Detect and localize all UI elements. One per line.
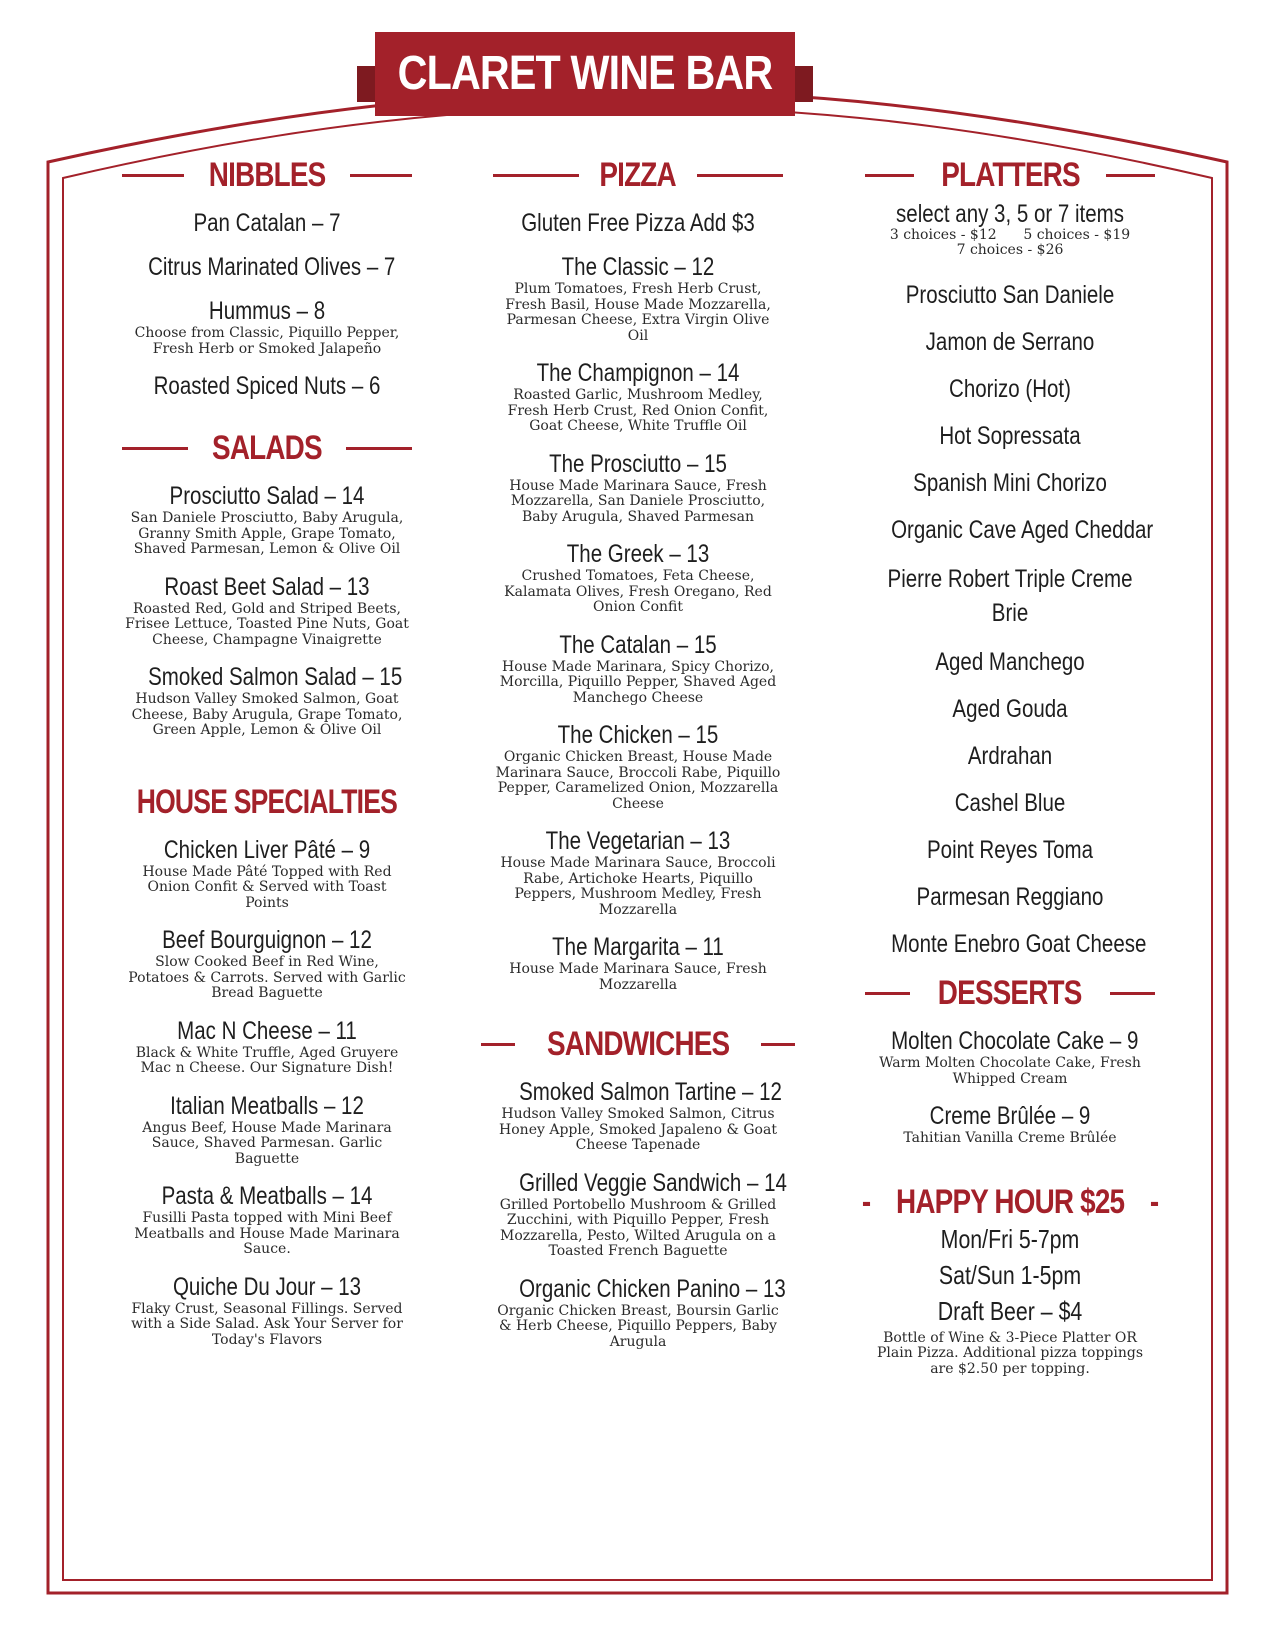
menu-item xyxy=(493,1077,783,1154)
house-specialties-title: HOUSE SPECIALTIES xyxy=(136,782,398,821)
column-right xyxy=(861,148,1159,1377)
nibbles-heading xyxy=(122,154,412,196)
menu-item xyxy=(122,925,412,1002)
item-name: Prosciutto Salad – 14 xyxy=(169,482,365,510)
item-description: Flaky Crust, Seasonal Fillings. Served with a Side Salad. Ask Your Server for Today's Flavors xyxy=(131,1300,403,1348)
menu-item xyxy=(493,932,783,993)
column-left xyxy=(122,148,412,1362)
item-name: The Classic – 12 xyxy=(561,253,715,281)
item-name: The Catalan – 15 xyxy=(559,630,717,659)
item-name: The Chicken – 15 xyxy=(557,721,719,749)
item-description: Tahitian Vanilla Creme Brûlée xyxy=(903,1130,1117,1146)
happy-hour-heading xyxy=(861,1181,1159,1223)
heading-rule xyxy=(346,447,412,450)
platter-prices xyxy=(865,228,1155,243)
column-center xyxy=(493,148,787,1364)
sandwiches-title: SANDWICHES xyxy=(546,1025,730,1063)
happy-hour-weekday: Mon/Fri 5-7pm xyxy=(940,1223,1080,1254)
item-name: Chicken Liver Pâté – 9 xyxy=(163,835,371,864)
platter-item: Chorizo (Hot) xyxy=(949,375,1071,403)
item-name: Roasted Spiced Nuts – 6 xyxy=(153,372,381,400)
salads-title: SALADS xyxy=(212,429,322,467)
menu-item xyxy=(122,572,412,649)
heading-rule xyxy=(122,174,184,177)
menu-item xyxy=(122,662,412,739)
house-specialties-heading xyxy=(122,781,412,823)
heading-rule xyxy=(865,992,910,995)
item-name: The Greek – 13 xyxy=(566,540,710,568)
platter-item: Ardrahan xyxy=(967,742,1053,770)
salads-heading xyxy=(122,427,412,469)
item-name: Smoked Salmon Tartine – 12 xyxy=(519,1078,782,1106)
menu-item xyxy=(493,1274,786,1351)
item-description: Angus Beef, House Made Marinara Sauce, Shaved Parmesan. Garlic Baguette xyxy=(142,1119,392,1167)
heading-rule xyxy=(865,174,914,177)
item-description: Fusilli Pasta topped with Mini Beef Meatballs and House Made Marinara Sauce. xyxy=(134,1210,400,1257)
platter-item: Aged Manchego xyxy=(935,648,1085,676)
menu-item xyxy=(493,539,783,616)
item-name: The Vegetarian – 13 xyxy=(545,827,731,855)
menu-item xyxy=(493,252,783,344)
heading-dash: - xyxy=(1150,1182,1159,1221)
item-name: Pan Catalan – 7 xyxy=(193,209,341,237)
item-name: Creme Brûlée – 9 xyxy=(929,1102,1091,1130)
menu-item xyxy=(493,720,783,812)
item-description: Plum Tomatoes, Fresh Herb Crust, Fresh Basil, House Made Mozzarella, Parmesan Cheese, Extra Virgin Olive Oil xyxy=(505,281,771,344)
menu-item xyxy=(493,826,783,918)
item-description: Roasted Garlic, Mushroom Medley, Fresh Herb Crust, Red Onion Confit, Goat Cheese, White Truffle Oil xyxy=(507,387,769,434)
menu-item xyxy=(122,371,412,401)
item-description: House Made Marinara Sauce, Fresh Mozzarella, San Daniele Prosciutto, Baby Arugula, Shaved Parmesan xyxy=(509,477,767,525)
item-name: Pasta & Meatballs – 14 xyxy=(161,1182,373,1210)
item-description: Warm Molten Chocolate Cake, Fresh Whipped Cream xyxy=(879,1055,1141,1087)
menu-item xyxy=(122,1181,412,1258)
menu-item xyxy=(122,252,412,282)
platter-item: Pierre Robert Triple Creme Brie xyxy=(887,565,1133,627)
platter-item: Cashel Blue xyxy=(954,789,1066,817)
platter-item: Aged Gouda xyxy=(952,695,1068,723)
gluten-free-note xyxy=(493,208,783,238)
heading-dash: - xyxy=(861,1182,870,1221)
item-description: House Made Marinara Sauce, Fresh Mozzarella xyxy=(509,961,767,993)
happy-hour-weekend: Sat/Sun 1-5pm xyxy=(938,1259,1082,1290)
item-description: Hudson Valley Smoked Salmon, Goat Cheese, Baby Arugula, Grape Tomato, Green Apple, Lemon & Olive Oil xyxy=(131,691,403,738)
platter-item: Organic Cave Aged Cheddar xyxy=(891,516,1154,544)
menu-item xyxy=(122,1272,412,1349)
heading-rule xyxy=(1110,992,1155,995)
platter-select-note: select any 3, 5 or 7 items xyxy=(896,200,1124,228)
item-description: Slow Cooked Beef in Red Wine, Potatoes & Carrots. Served with Garlic Bread Baguette xyxy=(128,954,406,1001)
page-title: CLARET WINE BAR xyxy=(397,47,773,100)
item-name: Italian Meatballs – 12 xyxy=(170,1091,364,1120)
item-name: Grilled Veggie Sandwich – 14 xyxy=(519,1168,787,1197)
item-description: Organic Chicken Breast, House Made Marinara Sauce, Broccoli Rabe, Piquillo Pepper, Caramelized Onion, Mozzarella Cheese xyxy=(495,749,781,812)
item-description: Choose from Classic, Piquillo Pepper, Fresh Herb or Smoked Jalapeño xyxy=(134,325,400,357)
menu-item xyxy=(122,296,412,357)
item-description: Grilled Portobello Mushroom & Grilled Zucchini, with Piquillo Pepper, Fresh Mozzarella, Pesto, Wilted Arugula on a Toasted French Baguette xyxy=(499,1196,777,1259)
menu-item xyxy=(122,481,412,558)
heading-rule xyxy=(761,1043,795,1046)
nibbles-title: NIBBLES xyxy=(208,156,326,194)
desserts-title: DESSERTS xyxy=(938,974,1082,1012)
happy-hour xyxy=(861,1181,1159,1378)
item-description: House Made Marinara, Spicy Chorizo, Morcilla, Piquillo Pepper, Shaved Aged Manchego Cheese xyxy=(499,658,777,706)
platter-item: Hot Sopressata xyxy=(939,422,1081,450)
item-description: House Made Marinara Sauce, Broccoli Rabe, Artichoke Hearts, Piquillo Peppers, Mushroom Medley, Fresh Mozzarella xyxy=(500,855,776,918)
platters-title: PLATTERS xyxy=(940,156,1080,194)
item-description: House Made Pâté Topped with Red Onion Confit & Served with Toast Points xyxy=(142,863,392,911)
menu-item xyxy=(122,1091,412,1168)
desserts-heading xyxy=(865,972,1155,1014)
happy-hour-title: HAPPY HOUR $25 xyxy=(895,1182,1125,1221)
platter-price-7: 7 choices - $26 xyxy=(956,242,1064,258)
platter-item: Point Reyes Toma xyxy=(927,836,1093,864)
happy-hour-beer: Draft Beer – $4 xyxy=(937,1295,1083,1326)
menu-item xyxy=(493,1168,787,1260)
menu-item xyxy=(122,208,412,238)
menu-item xyxy=(493,449,783,526)
platter-item: Spanish Mini Chorizo xyxy=(913,469,1107,497)
platter-price-5: 5 choices - $19 xyxy=(1023,227,1131,243)
item-description: Crushed Tomatoes, Feta Cheese, Kalamata Olives, Fresh Oregano, Red Onion Confit xyxy=(504,568,772,615)
platter-price-3: 3 choices - $12 xyxy=(889,227,997,243)
item-description: Hudson Valley Smoked Salmon, Citrus Honey Apple, Smoked Japaleno & Goat Cheese Tapenade xyxy=(499,1106,777,1153)
sandwiches-heading xyxy=(493,1023,783,1065)
platters-heading xyxy=(865,154,1155,196)
menu-item xyxy=(122,1016,412,1077)
item-name: Citrus Marinated Olives – 7 xyxy=(148,253,396,281)
item-name: The Champignon – 14 xyxy=(536,359,740,387)
heading-rule xyxy=(1106,174,1155,177)
item-name: Hummus – 8 xyxy=(208,297,326,325)
menu-item xyxy=(865,1026,1155,1087)
item-name: Roast Beet Salad – 13 xyxy=(164,572,370,601)
item-name: The Prosciutto – 15 xyxy=(549,449,727,478)
pizza-title: PIZZA xyxy=(599,156,677,194)
menu-item xyxy=(122,835,412,912)
item-name: The Margarita – 11 xyxy=(552,933,724,961)
platter-item: Jamon de Serrano xyxy=(925,328,1095,356)
platter-item: Prosciutto San Daniele xyxy=(905,281,1115,309)
menu-item xyxy=(493,358,783,435)
menu-item xyxy=(493,630,783,707)
heading-rule xyxy=(350,174,412,177)
platter-item: Parmesan Reggiano xyxy=(916,883,1104,911)
heading-rule xyxy=(481,1043,515,1046)
heading-rule xyxy=(122,447,188,450)
item-name: Gluten Free Pizza Add $3 xyxy=(521,209,755,237)
happy-hour-description: Bottle of Wine & 3-Piece Platter OR Plain Pizza. Additional pizza toppings are $2.50 per topping. xyxy=(876,1329,1144,1377)
item-description: Black & White Truffle, Aged Gruyere Mac n Cheese. Our Signature Dish! xyxy=(135,1044,399,1076)
item-name: Quiche Du Jour – 13 xyxy=(172,1272,362,1301)
item-description: Organic Chicken Breast, Boursin Garlic & Herb Cheese, Piquillo Peppers, Baby Arugula xyxy=(497,1302,779,1350)
heading-rule xyxy=(493,174,579,177)
platter-item: Monte Enebro Goat Cheese xyxy=(891,930,1147,958)
item-description: San Daniele Prosciutto, Baby Arugula, Granny Smith Apple, Grape Tomato, Shaved Parmesan, Lemon & Olive Oil xyxy=(130,510,404,557)
item-name: Smoked Salmon Salad – 15 xyxy=(148,663,403,691)
pizza-heading xyxy=(493,154,783,196)
item-name: Molten Chocolate Cake – 9 xyxy=(891,1027,1139,1055)
heading-rule xyxy=(697,174,783,177)
item-name: Organic Chicken Panino – 13 xyxy=(519,1274,786,1303)
item-name: Beef Bourguignon – 12 xyxy=(162,926,372,954)
item-description: Roasted Red, Gold and Striped Beets, Frisee Lettuce, Toasted Pine Nuts, Goat Cheese, Champagne Vinaigrette xyxy=(125,600,409,648)
item-name: Mac N Cheese – 11 xyxy=(177,1016,357,1045)
menu-item xyxy=(865,1101,1155,1147)
